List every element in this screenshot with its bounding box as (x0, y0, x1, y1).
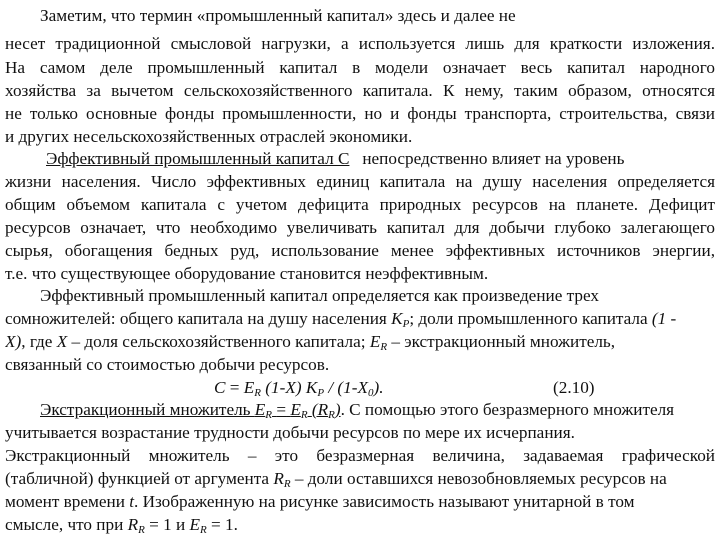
text-span: сомножителей: общего капитала на душу населения (5, 309, 387, 328)
paragraph1-line: На самом деле промышленный капитал в модели означает весь капитал народного (5, 58, 715, 77)
paragraph2-first-rest: непосредственно влияет на уровень (362, 149, 625, 168)
paragraph3-line: связанный со стоимостью добычи ресурсов. (5, 355, 330, 374)
text-span: = 1 и (149, 515, 186, 534)
expression-fragment: (1 - (651, 309, 677, 328)
variable-x: X (56, 332, 68, 351)
paragraph4-line (5, 513, 715, 536)
paragraph4-line: учитывается возрастание трудности добычи ресурсов по мере их исчерпания. (5, 423, 575, 442)
paragraph4-line (5, 467, 715, 490)
subscript-p: P (402, 318, 410, 330)
subscript-r: R (380, 341, 388, 353)
paragraph3-line: Эффективный промышленный капитал определяется как произведение трех (40, 286, 599, 305)
paragraph2-line: т.е. что существующее оборудование становится неэффективным. (5, 264, 489, 283)
text-span: момент времени (5, 492, 125, 511)
subscript-r: R (300, 409, 308, 421)
variable-k: K (305, 378, 318, 397)
text-span: Экстракционный множитель (40, 400, 251, 419)
paragraph4-first-line (40, 398, 715, 421)
paragraph2-first-line (46, 147, 715, 170)
paragraph2-line: общим объемом капитала с учетом дефицита природных ресурсов на планете. Дефицит (5, 195, 715, 214)
paragraph4-line: Экстракционный множитель – это безразмерная величина, задаваемая графической (5, 446, 715, 465)
extraction-multiplier-definition (40, 400, 341, 419)
paragraph3-line (5, 330, 715, 353)
paragraph2-line: жизни населения. Число эффективных единиц капитала на душу населения определяется (5, 172, 715, 191)
text-span: – доли оставшихся невозобновляемых ресурсов на (294, 469, 667, 488)
subscript-0: 0 (367, 387, 374, 399)
text-span: (табличной) функцией от аргумента (5, 469, 270, 488)
variable-e: E (290, 400, 301, 419)
variable-e: E (189, 515, 201, 534)
expression-fragment: (R (311, 400, 329, 419)
expression-fragment: ) (334, 400, 341, 419)
text-span: . С помощью этого безразмерного множителя (340, 400, 675, 419)
variable-t: t (129, 492, 134, 511)
equation-number: (2.10) (553, 378, 595, 397)
paragraph1-line: несет традиционной смысловой нагрузки, а используется лишь для краткости изложения. (5, 34, 715, 53)
expression-fragment: / (1-X (328, 378, 368, 397)
equation-line (5, 376, 715, 399)
expression-fragment: X) (5, 332, 22, 351)
effective-capital-term: Эффективный промышленный капитал C (46, 149, 350, 168)
text-span: – доля сельскохозяйственного капитала; (71, 332, 366, 351)
paragraph1-line: и других несельскохозяйственных отраслей экономики. (5, 127, 413, 146)
expression-fragment: ). (373, 378, 384, 397)
variable-c: C (214, 378, 226, 397)
text-span: – экстракционный множитель, (391, 332, 616, 351)
paragraph2-line: ресурсов означает, что необходимо увеличивать капитал для добычи глубоко залегающего (5, 218, 715, 237)
paragraph2-line: сырья, обогащения бедных руд, использование менее эффективных источников энергии, (5, 241, 715, 260)
variable-e: E (254, 400, 266, 419)
variable-r: R (273, 469, 284, 488)
subscript-r: R (283, 478, 291, 490)
text-span: . Изображенную на рисунке зависимость называют унитарной в том (133, 492, 635, 511)
paragraph3-line (5, 307, 715, 330)
text-span: , где (21, 332, 53, 351)
paragraph1-line: Заметим, что термин «промышленный капитал» здесь и далее не (40, 6, 516, 25)
subscript-p: P (317, 387, 325, 399)
paragraph4-line (5, 490, 715, 513)
equation (214, 376, 384, 399)
subscript-r: R (328, 409, 335, 421)
subscript-r: R (265, 409, 273, 421)
paragraph1-line: хозяйства за вычетом сельскохозяйственного капитала. К нему, таким образом, относятся (5, 81, 715, 100)
variable-e: E (369, 332, 381, 351)
variable-r: R (127, 515, 139, 534)
variable-e: E (243, 378, 255, 397)
expression-fragment: (1-X) (265, 378, 302, 397)
equals-sign: = (276, 400, 287, 419)
text-span: ; доли промышленного капитала (409, 309, 648, 328)
subscript-r: R (138, 524, 145, 536)
text-span: = 1. (211, 515, 238, 534)
text-span: смысле, что при (5, 515, 124, 534)
variable-k: K (391, 309, 403, 328)
subscript-r: R (200, 524, 207, 536)
paragraph1-line: не только основные фонды промышленности, но и фонды транспорта, строительства, связи (5, 104, 715, 123)
equals-sign: = (229, 378, 240, 397)
subscript-r: R (254, 387, 261, 399)
